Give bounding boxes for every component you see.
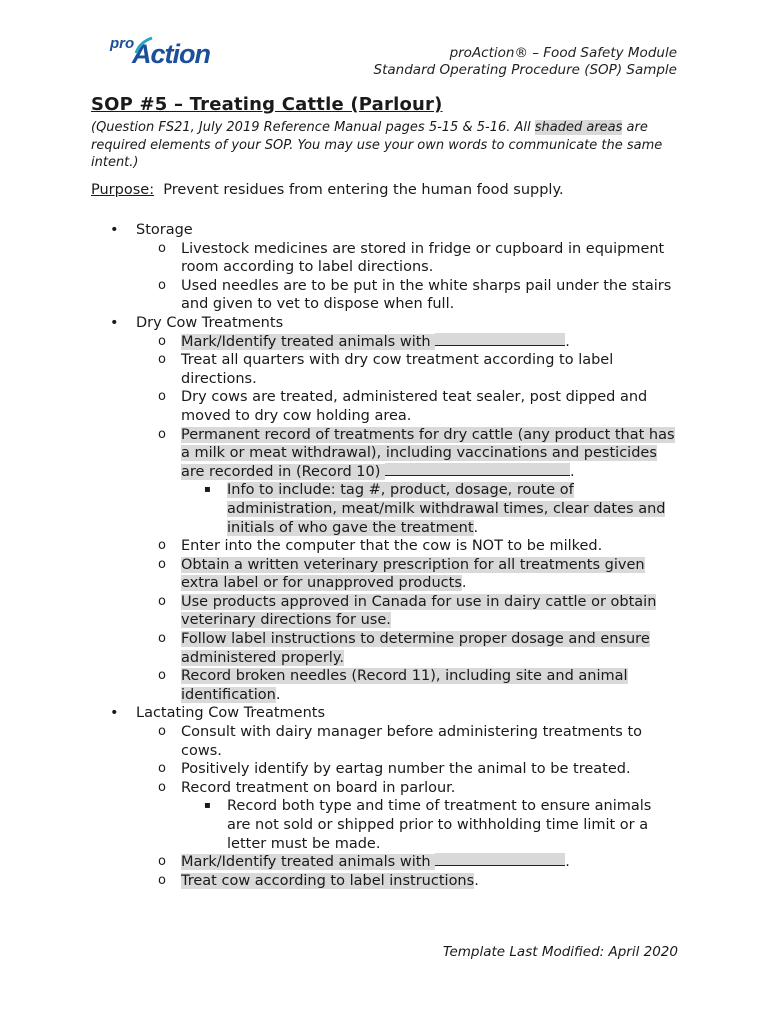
subtitle-pre: (Question FS21, July 2019 Reference Manual pages 5-15 & 5-16. All [91,120,535,135]
section-lactating [0,704,770,723]
dry-cows-treated: Dry cows are treated, administered teat sealer, post dipped and moved to dry cow holding area. [181,389,648,424]
list-item [0,872,770,891]
bullet-l2: o [158,631,166,647]
bullet-l2: o [158,240,166,256]
list-item [0,779,770,798]
list-item [0,630,770,667]
section-storage [0,221,770,240]
bullet-l1: • [110,705,119,722]
bullet-l2: o [158,668,166,684]
list-item [0,388,770,425]
section-dry-cow [0,314,770,333]
sop-content [0,221,770,890]
proaction-logo [108,30,248,70]
list-item [0,797,770,853]
purpose-line [91,182,564,198]
bullet-l2: o [158,779,166,795]
dry-use-approved: Use products approved in Canada for use in dairy cattle or obtain veterinary directions for use. [181,593,657,629]
subtitle-note [91,119,691,172]
dry-treat-all: Treat all quarters with dry cow treatment according to label directions. [181,352,614,387]
subtitle-post: are required elements of your SOP. You may use your own words to communicate the same intent.) [91,120,663,170]
dry-obtain-prescription: Obtain a written veterinary prescription for all treatments given extra label or for unapproved products [181,556,645,592]
storage-heading: Storage [136,222,193,238]
period: . [275,686,281,703]
subtitle-shaded-text: shaded areas [534,120,623,135]
bullet-l2: o [158,724,166,740]
bullet-l1: • [110,222,119,238]
bullet-l2: o [158,426,166,442]
list-item [0,481,770,537]
list-item [0,667,770,704]
page-title: SOP #5 – Treating Cattle (Parlour) [91,94,443,115]
dry-mark-text: Mark/Identify treated animals with [181,333,431,350]
list-item [0,593,770,630]
lact-record-both: Record both type and time of treatment to ensure animals are not sold or shipped prior to withholding time limit or a letter must be made. [227,798,652,852]
list-item [0,537,770,556]
lact-treat-cow: Treat cow according to label instructions [181,872,475,889]
bullet-l2: o [158,556,166,572]
dry-info-to-include: Info to include: tag #, product, dosage, route of administration, meat/milk withdrawal times, clear dates and initials of who gave the treatment [227,482,666,536]
lact-consult: Consult with dairy manager before administering treatments to cows. [181,724,643,759]
bullet-l3: ▪ [204,484,211,496]
bullet-l2: o [158,389,166,405]
period: . [474,872,479,889]
bullet-l2: o [158,761,166,777]
bullet-l3: ▪ [204,800,211,812]
dry-permanent-record: Permanent record of treatments for dry cattle (any product that has a milk or meat withdrawal), including vaccinations and pesticides are recorded in (Record 10) [181,426,675,480]
list-item [0,333,770,352]
list-item [0,426,770,482]
storage-item-fridge: Livestock medicines are stored in fridge or cupboard in equipment room according to label directions. [181,240,665,276]
bullet-l2: o [158,872,166,888]
lact-identify: Positively identify by eartag number the animal to be treated. [181,761,631,778]
purpose-text: Prevent residues from entering the human food supply. [163,182,564,198]
purpose-label: Purpose: [91,182,155,198]
period: . [565,854,570,871]
bullet-l2: o [158,538,166,554]
bullet-l2: o [158,352,166,368]
list-item [0,760,770,779]
list-item [0,723,770,760]
lactating-heading: Lactating Cow Treatments [136,705,326,722]
logo-pro-text: pro [110,35,135,52]
bullet-l2: o [158,593,166,609]
logo-action-text: Action [132,39,210,69]
dry-follow-label: Follow label instructions to determine proper dosage and ensure administered properly. [181,631,650,666]
list-item [0,277,770,314]
dry-mark-blank-field[interactable] [435,333,565,346]
list-item [0,351,770,388]
bullet-l1: • [110,314,119,331]
bullet-l2: o [158,854,166,870]
document-header [374,45,677,79]
bullet-l2: o [158,277,166,293]
period: . [570,463,575,480]
period: . [461,575,467,592]
bullet-l2: o [158,333,166,349]
storage-item-needles: Used needles are to be put in the white sharps pail under the stairs and given to vet to dispose when full. [181,277,672,313]
header-module-line: proAction® – Food Safety Module [449,45,677,61]
dry-cow-heading: Dry Cow Treatments [136,314,284,331]
header-sop-line: Standard Operating Procedure (SOP) Sample [373,62,677,78]
dry-record-needles: Record broken needles (Record 11), including site and animal identification [181,668,628,703]
lact-mark-text: Mark/Identify treated animals with [181,854,431,871]
lact-mark-blank-field[interactable] [435,853,565,866]
period: . [473,519,479,536]
list-item [0,556,770,593]
lact-record-board: Record treatment on board in parlour. [181,779,456,796]
list-item [0,240,770,277]
dry-record-blank-field[interactable] [385,463,570,476]
dry-enter-computer: Enter into the computer that the cow is NOT to be milked. [181,538,603,555]
list-item [0,853,770,872]
period: . [565,333,570,350]
footer-modified-date: Template Last Modified: April 2020 [442,944,678,960]
